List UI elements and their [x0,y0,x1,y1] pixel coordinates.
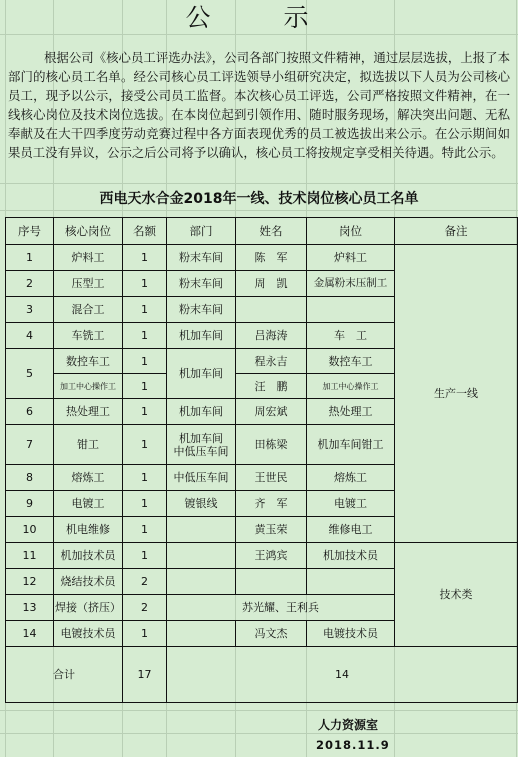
cell-post: 机电维修 [54,517,123,543]
cell-dept: 粉末车间 [167,297,236,323]
core-staff-table [5,217,518,703]
cell-no: 12 [6,569,54,595]
cell-name [236,297,307,323]
cell-dept [167,569,236,595]
cell-position: 熔炼工 [307,465,395,491]
cell-no: 14 [6,621,54,647]
cell-position: 电镀技术员 [307,621,395,647]
table-title: 西电天水合金2018年一线、技术岗位核心员工名单 [99,191,419,207]
cell-post: 压型工 [54,271,123,297]
header-no: 序号 [6,218,54,245]
cell-post: 烧结技术员 [54,569,123,595]
cell-no: 7 [6,425,54,465]
issue-date: 2018.11.9 [316,738,390,752]
cell-dept: 机加车间 [167,323,236,349]
cell-position: 加工中心操作工 [307,374,395,399]
cell-position: 金属粉末压制工 [307,271,395,297]
cell-name: 王世民 [236,465,307,491]
table-row [6,543,518,569]
cell-name: 王鸿宾 [236,543,307,569]
cell-no: 1 [6,245,54,271]
cell-name: 周宏斌 [236,399,307,425]
notice-title: 公 示 [185,3,333,32]
cell-quota: 1 [123,543,167,569]
cell-name: 程永吉 [236,349,307,374]
cell-dept [167,517,236,543]
cell-position: 数控车工 [307,349,395,374]
cell-position [307,297,395,323]
cell-position: 电镀工 [307,491,395,517]
cell-no: 4 [6,323,54,349]
cell-dept: 中低压车间 [167,465,236,491]
remark-technical: 技术类 [395,543,518,647]
cell-quota: 1 [123,517,167,543]
cell-post: 焊接（挤压） [54,595,123,621]
cell-name: 齐 军 [236,491,307,517]
header-remark: 备注 [395,218,518,245]
cell-position: 维修电工 [307,517,395,543]
header-post: 核心岗位 [54,218,123,245]
cell-quota: 2 [123,569,167,595]
cell-post: 加工中心操作工 [54,374,123,399]
cell-quota: 1 [123,245,167,271]
cell-position: 炉料工 [307,245,395,271]
cell-no: 2 [6,271,54,297]
cell-position [307,569,395,595]
cell-quota: 1 [123,323,167,349]
cell-name: 吕海涛 [236,323,307,349]
cell-dept [167,621,236,647]
cell-position: 机加车间钳工 [307,425,395,465]
cell-name: 黄玉荣 [236,517,307,543]
cell-merged-names: 苏光耀、王利兵 [167,595,395,621]
issuer-department: 人力资源室 [318,718,379,732]
cell-quota: 1 [123,271,167,297]
cell-quota: 1 [123,491,167,517]
cell-no: 3 [6,297,54,323]
cell-dept: 镀银线 [167,491,236,517]
cell-name: 田栋梁 [236,425,307,465]
cell-position: 热处理工 [307,399,395,425]
cell-quota: 1 [123,399,167,425]
cell-no: 13 [6,595,54,621]
cell-no: 10 [6,517,54,543]
cell-no: 8 [6,465,54,491]
cell-post: 混合工 [54,297,123,323]
cell-dept: 粉末车间 [167,271,236,297]
cell-name: 陈 军 [236,245,307,271]
cell-post: 熔炼工 [54,465,123,491]
cell-quota: 1 [123,349,167,374]
cell-no: 5 [6,349,54,399]
cell-quota: 1 [123,374,167,399]
cell-post: 热处理工 [54,399,123,425]
cell-post: 车铣工 [54,323,123,349]
cell-quota: 1 [123,297,167,323]
header-position: 岗位 [307,218,395,245]
table-row [6,245,518,271]
cell-no: 11 [6,543,54,569]
table-header-row [6,218,518,245]
cell-post: 机加技术员 [54,543,123,569]
cell-position: 机加技术员 [307,543,395,569]
cell-dept: 机加车间 [167,349,236,399]
cell-post: 钳工 [54,425,123,465]
cell-no: 6 [6,399,54,425]
cell-quota: 1 [123,621,167,647]
cell-name [236,569,307,595]
remark-frontline: 生产一线 [395,245,518,543]
total-count: 14 [167,647,518,703]
cell-name: 冯文杰 [236,621,307,647]
cell-post: 电镀技术员 [54,621,123,647]
cell-position: 车 工 [307,323,395,349]
cell-name: 周 凯 [236,271,307,297]
cell-dept: 机加车间 中低压车间 [167,425,236,465]
total-label: 合计 [6,647,123,703]
cell-post: 电镀工 [54,491,123,517]
cell-name: 汪 鹏 [236,374,307,399]
cell-post: 炉料工 [54,245,123,271]
header-quota: 名额 [123,218,167,245]
cell-no: 9 [6,491,54,517]
total-quota: 17 [123,647,167,703]
cell-dept [167,543,236,569]
notice-body: 根据公司《核心员工评选办法》，公司各部门按照文件精神，通过层层选拔，上报了本部门的核心员工名单。经公司核心员工评选领导小组研究决定，拟选拔以下人员为公司核心员工，现予以公示，接受公司员工监督。本次核心员工评选，公司严格按照文件精神，在一线核心岗位及技术岗位选拔。在本岗位起到引领作用、随时服务现场，解决突出问题、无私奉献及在大干四季度劳动竞赛过程中各方面表现优秀的员工被选拔出来公示。在公示期间如果员工没有异议，公示之后公司将予以确认，核心员工将按规定享受相关待遇。特此公示。 [8,50,510,160]
header-name: 姓名 [236,218,307,245]
cell-quota: 2 [123,595,167,621]
cell-dept: 粉末车间 [167,245,236,271]
cell-quota: 1 [123,425,167,465]
cell-quota: 1 [123,465,167,491]
table-total-row [6,647,518,703]
header-dept: 部门 [167,218,236,245]
cell-dept: 机加车间 [167,399,236,425]
cell-post: 数控车工 [54,349,123,374]
